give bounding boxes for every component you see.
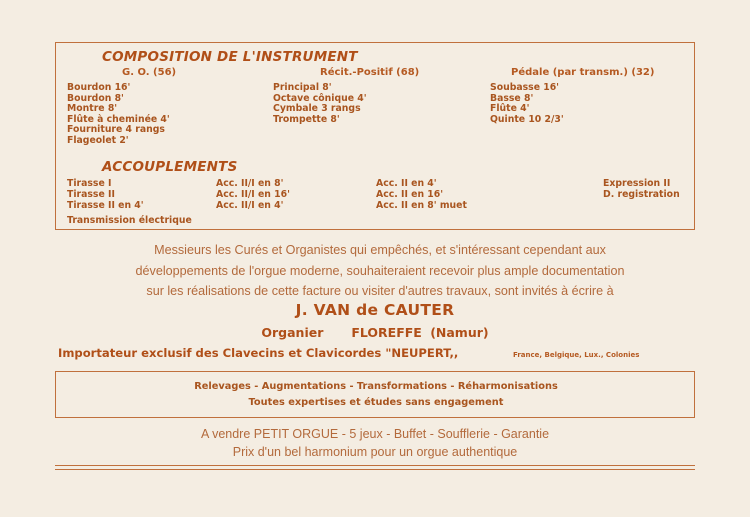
pedale-heading: Pédale (par transm.) (32) <box>511 67 655 78</box>
importer-line: Importateur exclusif des Clavecins et Clavicordes "NEUPERT,, <box>58 346 459 360</box>
invitation-paragraph <box>60 240 700 302</box>
services-box <box>55 371 695 418</box>
stop-item: Flageolet 2' <box>67 134 129 146</box>
builder-place: FLOREFFE (Namur) <box>351 325 489 340</box>
stop-item: Cymbale 3 rangs <box>273 103 361 115</box>
transmission-label: Transmission électrique <box>67 215 192 226</box>
sale-line-1: A vendre PETIT ORGUE - 5 jeux - Buffet - Soufflerie - Garantie <box>200 427 550 441</box>
bottom-rule-1 <box>55 465 695 466</box>
builder-name: J. VAN de CAUTER <box>295 301 455 319</box>
couplings-title: ACCOUPLEMENTS <box>102 159 238 175</box>
stop-item: Bourdon 16' <box>67 82 131 93</box>
importer-countries: France, Belgique, Lux., Colonies <box>513 351 640 359</box>
stop-item: Montre 8' <box>67 103 118 115</box>
stop-item: Flûte à cheminée 4' <box>67 113 170 125</box>
builder-details <box>0 325 750 340</box>
stop-item: Octave cônique 4' <box>273 92 367 104</box>
couplings-col-1 <box>67 179 144 211</box>
services-line-1: Relevages - Augmentations - Transformations - Réharmonisations <box>194 381 558 392</box>
coupling-item: Acc. II/I en 8' <box>216 178 284 189</box>
coupling-item: Acc. II en 16' <box>376 188 444 200</box>
coupling-item: Tirasse II <box>67 188 115 200</box>
coupling-item: Acc. II/I en 16' <box>216 188 290 200</box>
coupling-item: Tirasse I <box>67 178 112 189</box>
stop-item: Fourniture 4 rangs <box>67 124 165 136</box>
recit-stops <box>273 83 367 125</box>
coupling-item: Acc. II en 8' muet <box>376 199 467 211</box>
couplings-footer <box>67 215 192 226</box>
stop-item: Soubasse 16' <box>490 82 560 93</box>
builder-role: Organier <box>261 325 324 340</box>
coupling-item: Expression II <box>603 178 671 189</box>
go-heading: G. O. (56) <box>122 67 177 78</box>
services-line-2: Toutes expertises et études sans engagement <box>248 397 504 408</box>
paragraph-line: développements de l'orgue moderne, souhaiteraient recevoir plus ample documentation <box>135 263 625 278</box>
coupling-item: D. registration <box>603 188 680 200</box>
composition-title: COMPOSITION DE L'INSTRUMENT <box>102 49 358 65</box>
pedale-stops <box>490 83 564 125</box>
stop-item: Principal 8' <box>273 82 332 93</box>
paragraph-line: Messieurs les Curés et Organistes qui empêchés, et s'intéressant cependant aux <box>154 243 606 257</box>
stop-item: Bourdon 8' <box>67 92 124 104</box>
stop-item: Basse 8' <box>490 92 534 104</box>
bottom-rule-2 <box>55 469 695 470</box>
stop-item: Trompette 8' <box>273 113 340 125</box>
coupling-item: Tirasse II en 4' <box>67 199 144 211</box>
coupling-item: Acc. II/I en 4' <box>216 199 284 211</box>
stop-item: Flûte 4' <box>490 103 530 115</box>
couplings-col-3 <box>376 179 467 211</box>
stop-item: Quinte 10 2/3' <box>490 113 564 125</box>
couplings-col-4 <box>603 179 680 201</box>
paragraph-line: sur les réalisations de cette facture ou visiter d'autres travaux, sont invités à écrire à <box>146 284 614 298</box>
sale-line-2: Prix d'un bel harmonium pour un orgue authentique <box>232 445 518 459</box>
recit-heading: Récit.-Positif (68) <box>320 67 420 78</box>
go-stops <box>67 83 170 147</box>
coupling-item: Acc. II en 4' <box>376 178 437 189</box>
couplings-col-2 <box>216 179 290 211</box>
